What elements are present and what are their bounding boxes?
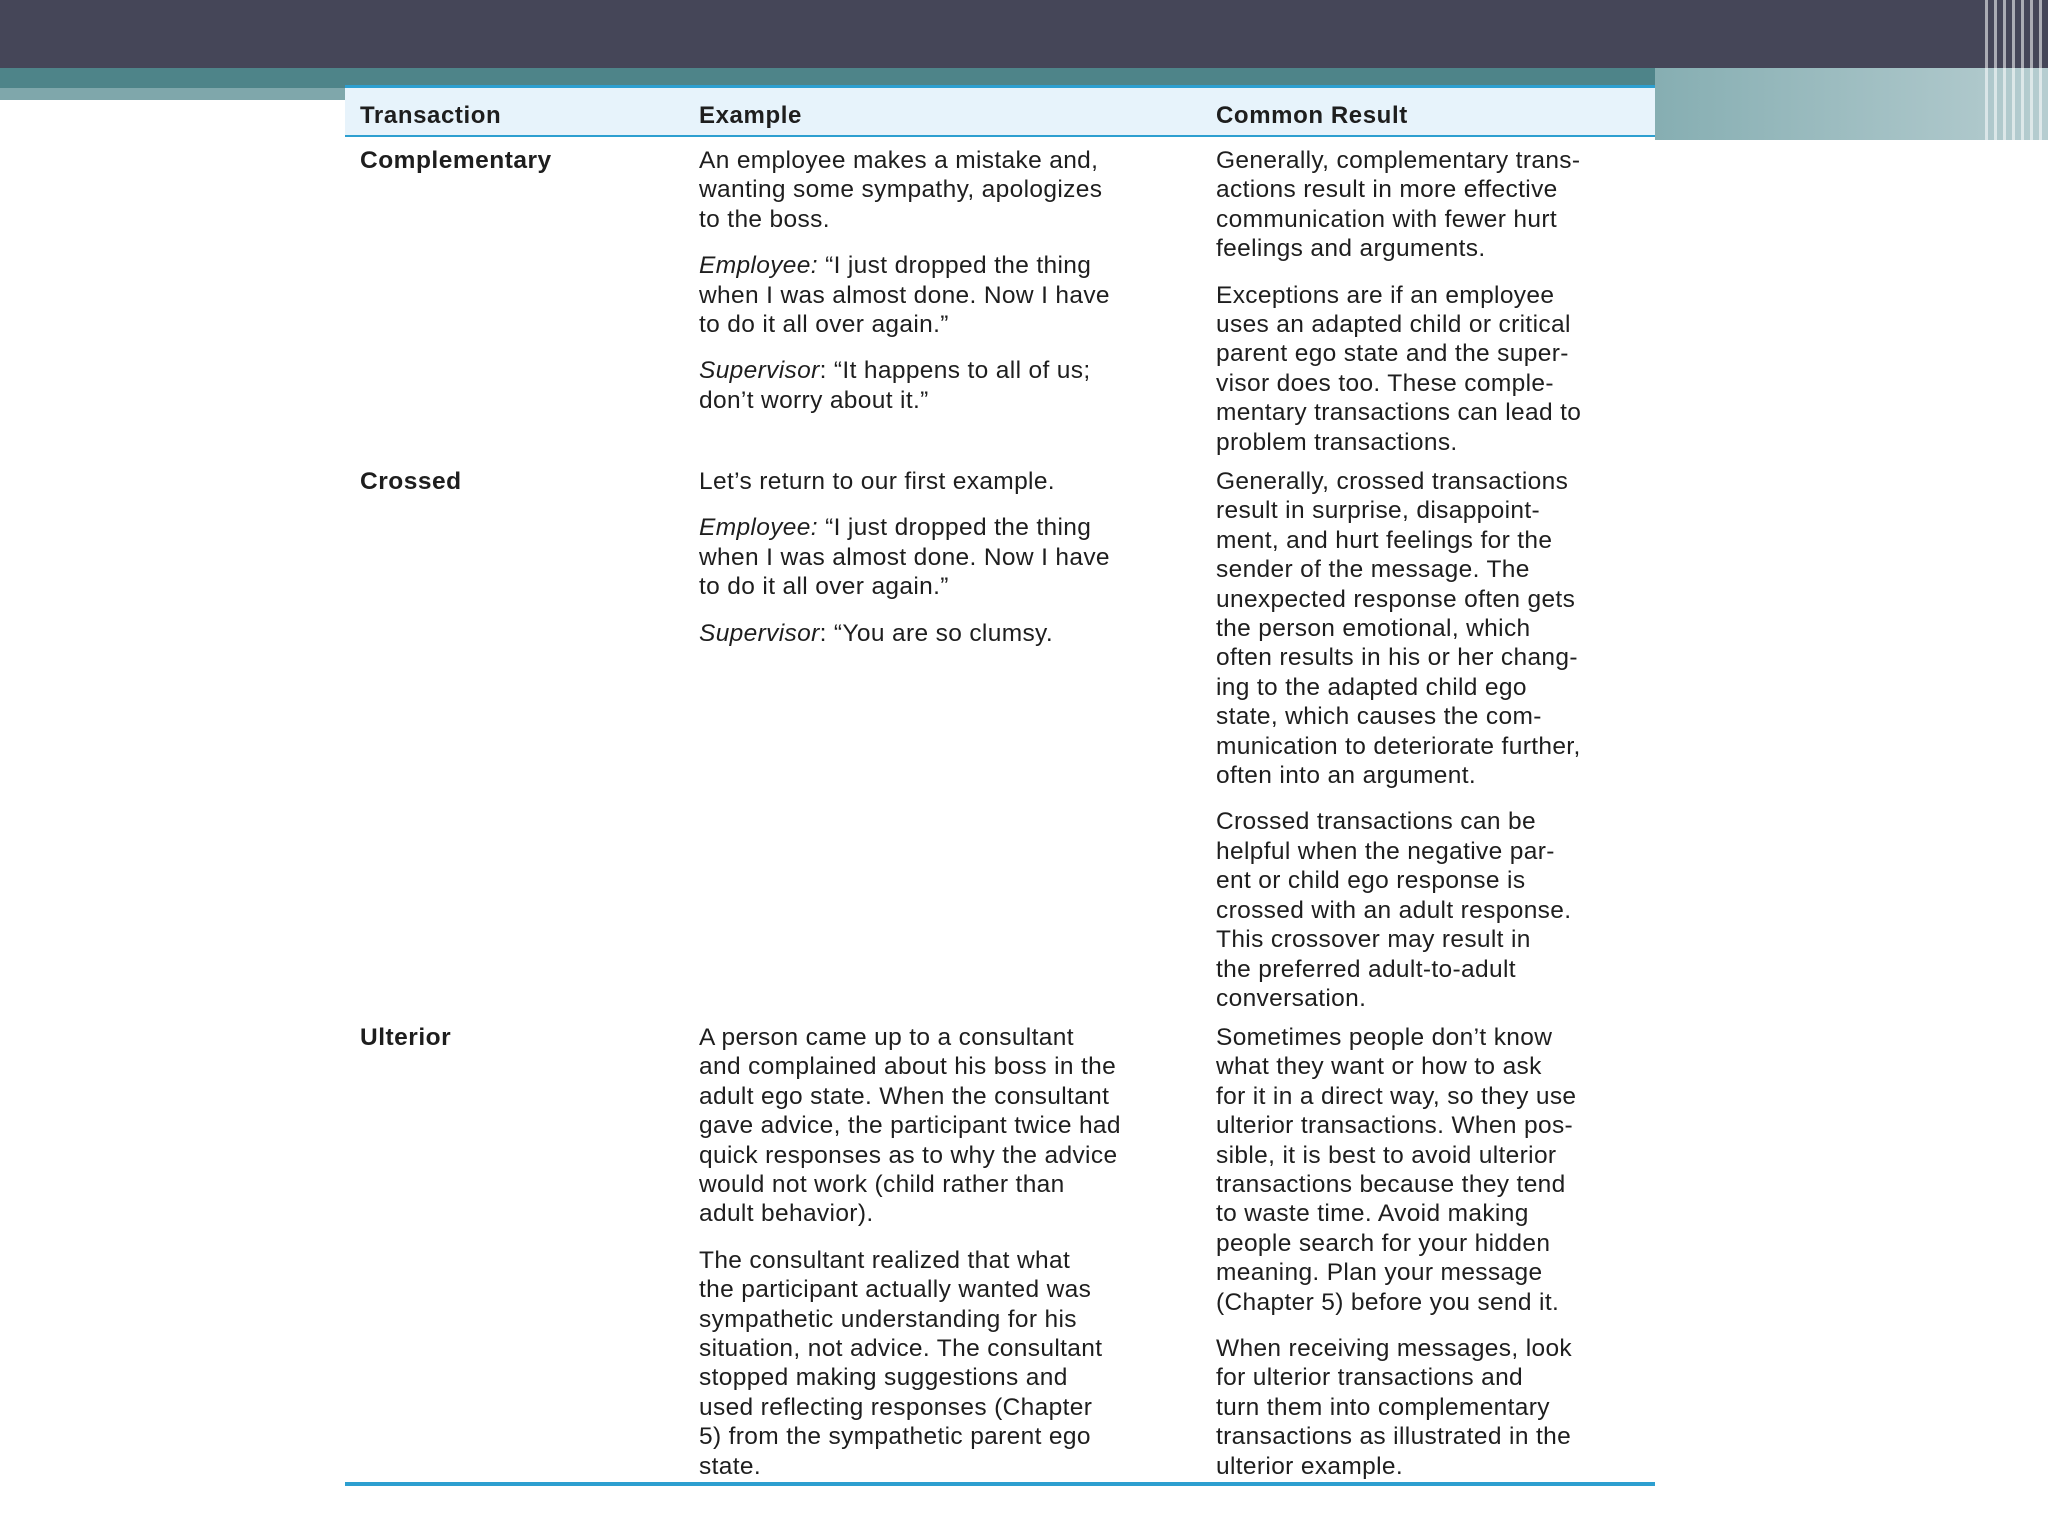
employee-quote: “I just dropped the thing when I was almost done. Now I have to do it all over again.” — [699, 252, 1110, 339]
header-example: Example — [699, 102, 802, 129]
row-complementary-example — [699, 146, 1209, 415]
speaker-employee: Employee: — [699, 252, 818, 280]
example-paragraph: A person came up to a consultant and complained about his boss in the adult ego state. When the consultant gave advice, the participant twice had quick responses as to why the advice would not work (child rather than adult behavior). — [699, 1024, 1121, 1228]
transactions-table — [345, 85, 1655, 1485]
row-ulterior-result — [1216, 1023, 1646, 1481]
header-transaction: Transaction — [360, 102, 502, 129]
supervisor-quote: : “You are so clumsy. — [819, 619, 1053, 647]
row-complementary-result — [1216, 146, 1646, 457]
speaker-employee: Employee: — [699, 514, 818, 542]
row-crossed-type: Crossed — [360, 468, 462, 495]
result-paragraph: Sometimes people don’t know what they want or how to ask for it in a direct way, so they use ulterior transactions. When pos- sible, it is best to avoid ulterior transactions because they tend to waste time. Avoid making people search for your hidden meaning. Plan your message (Chapter 5) before you send it. — [1216, 1024, 1577, 1316]
result-paragraph: Crossed transactions can be helpful when the negative par- ent or child ego response is crossed with an adult response. This crossover may result in the preferred adult-to-adult conversation. — [1216, 808, 1572, 1012]
result-paragraph: When receiving messages, look for ulterior transactions and turn them into complementary transactions as illustrated in the ulterior example. — [1216, 1335, 1573, 1480]
result-paragraph: Generally, complementary trans- actions result in more effective communication with fewer hurt feelings and arguments. — [1216, 147, 1581, 263]
example-intro: Let’s return to our first example. — [699, 468, 1055, 495]
speaker-supervisor: Supervisor — [699, 619, 820, 647]
result-paragraph: Generally, crossed transactions result in surprise, disappoint- ment, and hurt feelings for the sender of the message. The unexpected response often gets the person emotional, which often results in his or her chang- ing to the adapted child ego state, which causes the com- munication to deteriorate further, often into an argument. — [1216, 468, 1581, 790]
row-complementary-type: Complementary — [360, 147, 552, 174]
example-supervisor-line — [699, 356, 1209, 415]
example-intro: An employee makes a mistake and, wanting some sympathy, apologizes to the boss. — [699, 147, 1103, 233]
example-paragraph: The consultant realized that what the participant actually wanted was sympathetic understanding for his situation, not advice. The consultant stopped making suggestions and used reflecting responses (Chapter 5) from the sympathetic parent ego state. — [699, 1246, 1103, 1480]
example-employee-line — [699, 513, 1209, 601]
example-employee-line — [699, 251, 1209, 339]
slide-top-bar — [0, 0, 2048, 68]
supervisor-quote: : “It happens to all of us; don’t worry about it.” — [699, 357, 1091, 414]
result-paragraph: Exceptions are if an employee uses an adapted child or critical parent ego state and the super- visor does too. These comple- mentary transactions can lead to problem transactions. — [1216, 281, 1582, 456]
header-common-result: Common Result — [1216, 102, 1408, 129]
employee-quote: “I just dropped the thing when I was almost done. Now I have to do it all over again.” — [699, 514, 1110, 601]
slide-decorative-stripes — [1985, 0, 2048, 140]
slide-accent-band-light — [0, 88, 345, 100]
table-header-row — [345, 88, 1655, 135]
row-crossed-example — [699, 467, 1209, 648]
row-ulterior-type: Ulterior — [360, 1024, 452, 1051]
table-bottom-rule — [345, 1482, 1655, 1486]
speaker-supervisor: Supervisor — [699, 357, 820, 385]
example-supervisor-line — [699, 619, 1209, 648]
row-crossed-result — [1216, 467, 1646, 1013]
table-header-rule — [345, 135, 1655, 137]
row-ulterior-example — [699, 1023, 1209, 1481]
